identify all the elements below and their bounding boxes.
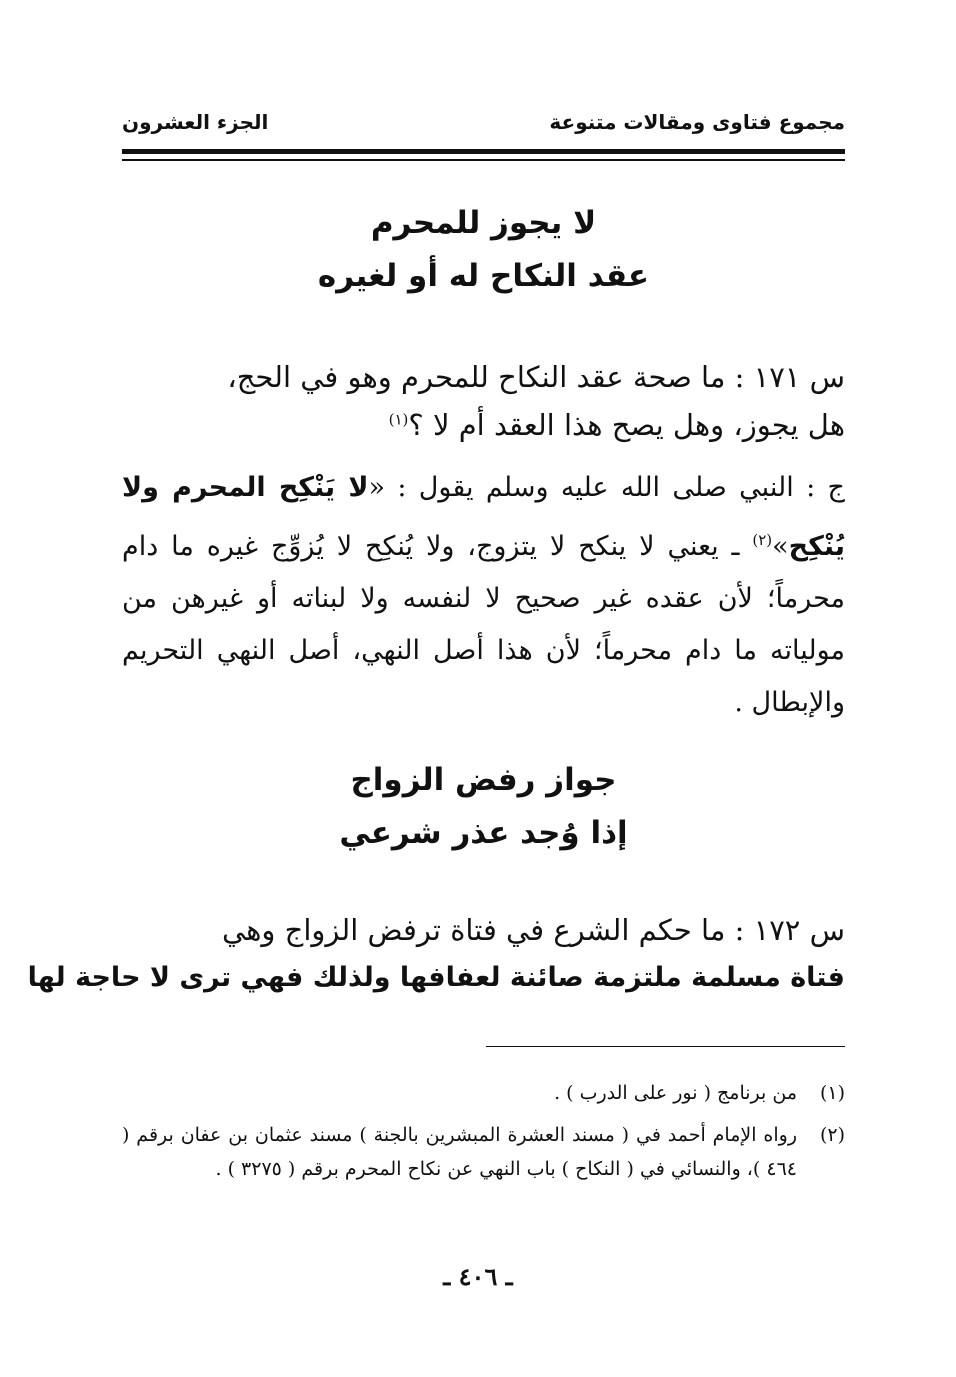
page-number: ـ ٤٠٦ ـ [443, 1262, 513, 1291]
section2-title-line2: إذا وُجد عذر شرعي [339, 815, 628, 851]
question-171-line2 [122, 408, 845, 442]
footnote-number: (١) [819, 1082, 845, 1104]
hadith-close: » [772, 531, 789, 562]
footnote-2 [122, 1118, 845, 1186]
header-volume: الجزء العشرون [122, 110, 269, 134]
question-172-line1: س ١٧٢ : ما حكم الشرع في فتاة ترفض الزواج وهي [221, 913, 845, 947]
footnote-ref-2[interactable]: (٢) [752, 531, 773, 549]
answer-intro: ج : النبي صلى الله عليه وسلم يقول : « [368, 472, 845, 503]
question-171-text: هل يجوز، وهل يصح هذا العقد أم لا ؟ [408, 408, 845, 442]
question-171-line1: س ١٧١ : ما صحة عقد النكاح للمحرم وهو في الحج، [227, 360, 845, 394]
footnote-ref-1[interactable]: (١) [388, 410, 409, 429]
footnote-number: (٢) [819, 1124, 845, 1146]
answer-171 [122, 462, 845, 729]
hadith-text: لا يَنْكِح المحرم ولا يُنْكِح [122, 472, 845, 562]
section1-title-line2: عقد النكاح له أو لغيره [317, 258, 650, 294]
section2-title-line1: جواز رفض الزواج [350, 762, 617, 798]
footnote-1 [122, 1076, 845, 1110]
footnote-separator [486, 1046, 845, 1047]
answer-body: ـ يعني لا ينكح لا يتزوج، ولا يُنكِح لا يُزوِّج غيره ما دام محرماً؛ لأن عقده غير صحيح لا لنفسه ولا لبناته أو غيرهن من مولياته ما دام محرماً؛ لأن هذا أصل النهي، أصل النهي التحريم والإبطال . [122, 531, 845, 718]
footnote-text: رواه الإمام أحمد في ( مسند العشرة المبشرين بالجنة ) مسند عثمان بن عفان برقم ( ٤٦٤ )، والنسائي في ( النكاح ) باب النهي عن نكاح المحرم برقم ( ٣٢٧٥ ) . [122, 1124, 797, 1180]
section1-title-line1: لا يجوز للمحرم [370, 205, 597, 241]
footnote-text: من برنامج ( نور على الدرب ) . [554, 1082, 797, 1104]
running-header [122, 110, 845, 134]
header-rule-thick [122, 149, 845, 154]
question-172-line2: فتاة مسلمة ملتزمة صائنة لعفافها ولذلك فهي ترى لا حاجة لها [27, 962, 845, 993]
header-book-title: مجموع فتاوى ومقالات متنوعة [549, 110, 845, 134]
header-rule-thin [122, 159, 845, 161]
